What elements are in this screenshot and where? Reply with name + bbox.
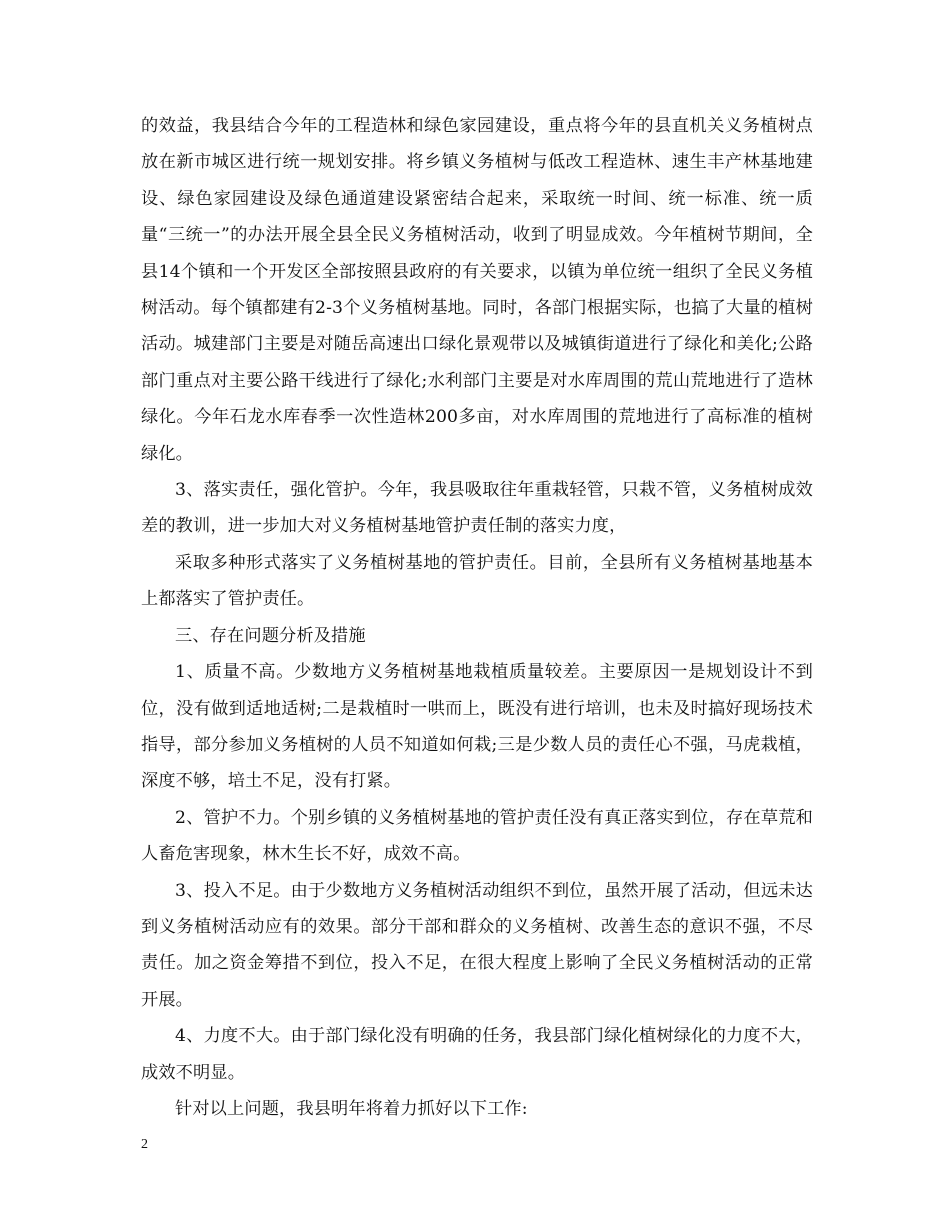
- paragraph-responsibility-part1: 3、落实责任，强化管护。今年，我县吸取往年重栽轻管，只栽不管，义务植树成效差的教训，进一步加大对义务植树基地管护责任制的落实力度，: [141, 480, 813, 537]
- document-body: [141, 108, 813, 1127]
- page-number: 2: [141, 1137, 148, 1152]
- section-heading-problems: 三、存在问题分析及措施: [175, 625, 366, 646]
- paragraph-responsibility-part2: 采取多种形式落实了义务植树基地的管护责任。目前，全县所有义务植树基地基本上都落实了管护责任。: [141, 552, 813, 610]
- paragraph-management-issue: 2、管护不力。个别乡镇的义务植树基地的管护责任没有真正落实到位，存在草荒和人畜危害现象，林木生长不好，成效不高。: [141, 807, 813, 865]
- paragraph-investment-issue: 3、投入不足。由于少数地方义务植树活动组织不到位，虽然开展了活动，但远未达到义务植树活动应有的效果。部分干部和群众的义务植树、改善生态的意识不强，不尽责任。加之资金筹措不到位，投入不足，在很大程度上影响了全民义务植树活动的正常开展。: [141, 880, 813, 1010]
- paragraph-quality-issue: 1、质量不高。少数地方义务植树基地栽植质量较差。主要原因一是规划设计不到位，没有做到适地适树;二是栽植时一哄而上，既没有进行培训，也未及时搞好现场技术指导，部分参加义务植树的人员不知道如何栽;三是少数人员的责任心不强，马虎栽植，深度不够，培土不足，没有打紧。: [141, 662, 813, 792]
- paragraph-continued-benefits: 的效益，我县结合今年的工程造林和绿色家园建设，重点将今年的县直机关义务植树点放在新市城区进行统一规划安排。将乡镇义务植树与低改工程造林、速生丰产林基地建设、绿色家园建设及绿色通道建设紧密结合起来，采取统一时间、统一标准、统一质量“三统一”的办法开展全县全民义务植树活动，收到了明显成效。今年植树节期间，全县14个镇和一个开发区全部按照县政府的有关要求，以镇为单位统一组织了全民义务植树活动。每个镇都建有2-3个义务植树基地。同时，各部门根据实际，也搞了大量的植树活动。城建部门主要是对随岳高速出口绿化景观带以及城镇街道进行了绿化和美化;公路部门重点对主要公路干线进行了绿化;水利部门主要是对水库周围的荒山荒地进行了造林绿化。今年石龙水库春季一次性造林200多亩，对水库周围的荒地进行了高标准的植树绿化。: [141, 116, 813, 464]
- paragraph-effort-issue: 4、力度不大。由于部门绿化没有明确的任务，我县部门绿化植树绿化的力度不大，成效不明显。: [141, 1026, 813, 1083]
- paragraph-next-year-plan: 针对以上问题，我县明年将着力抓好以下工作:: [175, 1098, 528, 1119]
